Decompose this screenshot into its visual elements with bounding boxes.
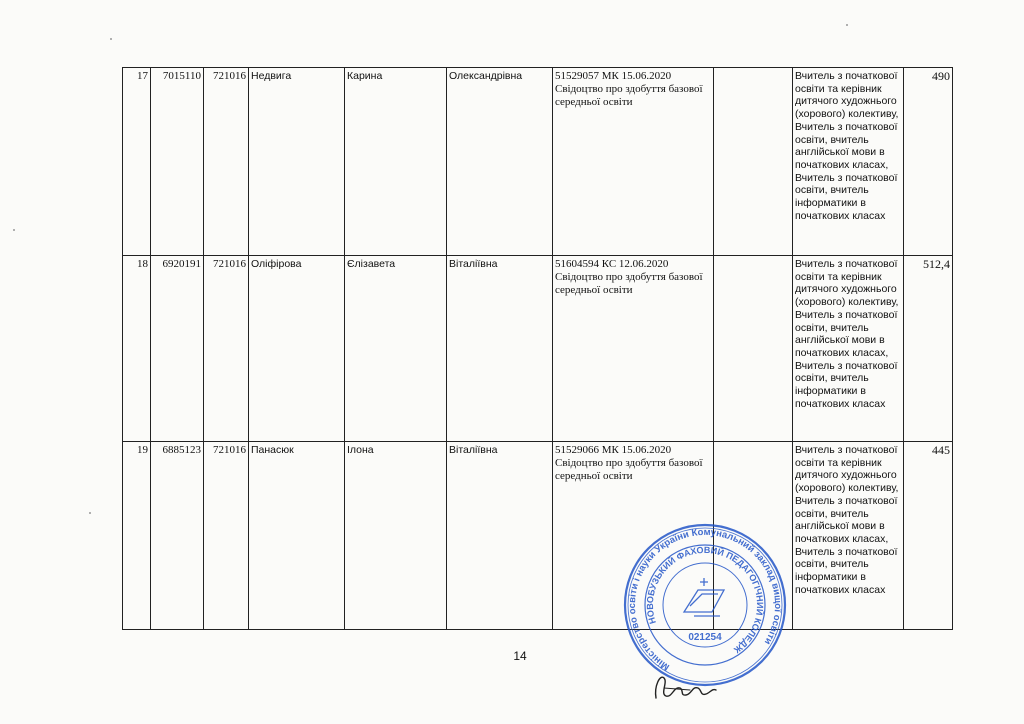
- patronymic: Віталіївна: [447, 442, 553, 630]
- row-number: 17: [123, 68, 151, 256]
- table-row: [123, 442, 953, 630]
- applicant-id: 6920191: [151, 256, 204, 442]
- registry-table: [122, 67, 953, 630]
- first-name: Єлізавета: [345, 256, 447, 442]
- stamp-code: 021254: [688, 632, 722, 643]
- surname: Панасюк: [249, 442, 345, 630]
- surname: Оліфірова: [249, 256, 345, 442]
- stamp-inner-text: НОВОБУЗЬКИЙ ФАХОВИЙ ПЕДАГОГІЧНИЙ КОЛЕДЖ: [644, 544, 766, 656]
- applicant-id: 6885123: [151, 442, 204, 630]
- patronymic: Віталіївна: [447, 256, 553, 442]
- education-document: 51529057 МК 15.06.2020 Свідоцтво про здобуття базової середньої освіти: [553, 68, 714, 256]
- applicant-id: 7015110: [151, 68, 204, 256]
- patronymic: Олександрівна: [447, 68, 553, 256]
- first-name: Карина: [345, 68, 447, 256]
- extra-cell: [714, 68, 793, 256]
- specialty: Вчитель з початкової освіти та керівник дитячого художнього (хорового) колективу, Вчитель з початкової освіти, вчитель англійської мови в початкових класах, Вчитель з початкової освіти, вчитель інформатики в початкових класах: [793, 256, 904, 442]
- program-code: 721016: [204, 256, 249, 442]
- score: 445: [904, 442, 953, 630]
- education-document: 51529066 МК 15.06.2020 Свідоцтво про здобуття базової середньої освіти: [553, 442, 714, 630]
- score: 490: [904, 68, 953, 256]
- specialty: Вчитель з початкової освіти та керівник дитячого художнього (хорового) колективу, Вчитель з початкової освіти, вчитель англійської мови в початкових класах, Вчитель з початкової освіти, вчитель інформатики в початкових класах: [793, 68, 904, 256]
- program-code: 721016: [204, 442, 249, 630]
- official-stamp: [620, 520, 790, 690]
- education-document: 51604594 КС 12.06.2020 Свідоцтво про здобуття базової середньої освіти: [553, 256, 714, 442]
- score: 512,4: [904, 256, 953, 442]
- surname: Недвига: [249, 68, 345, 256]
- paper-speck: [13, 229, 15, 231]
- signature: [650, 668, 720, 704]
- emblem-icon: [684, 578, 724, 616]
- table-row: [123, 68, 953, 256]
- table-row: [123, 256, 953, 442]
- row-number: 18: [123, 256, 151, 442]
- paper-speck: [89, 512, 91, 514]
- row-number: 19: [123, 442, 151, 630]
- stamp-outer-text: Міністерство освіти і науки України Комунальний заклад вищої освіти: [626, 526, 784, 673]
- first-name: Ілона: [345, 442, 447, 630]
- specialty: Вчитель з початкової освіти та керівник дитячого художнього (хорового) колективу, Вчитель з початкової освіти, вчитель англійської мови в початкових класах, Вчитель з початкової освіти, вчитель інформатики в початкових класах: [793, 442, 904, 630]
- program-code: 721016: [204, 68, 249, 256]
- extra-cell: [714, 256, 793, 442]
- paper-speck: [110, 38, 112, 40]
- page-number: 14: [513, 649, 527, 663]
- paper-speck: [846, 24, 848, 26]
